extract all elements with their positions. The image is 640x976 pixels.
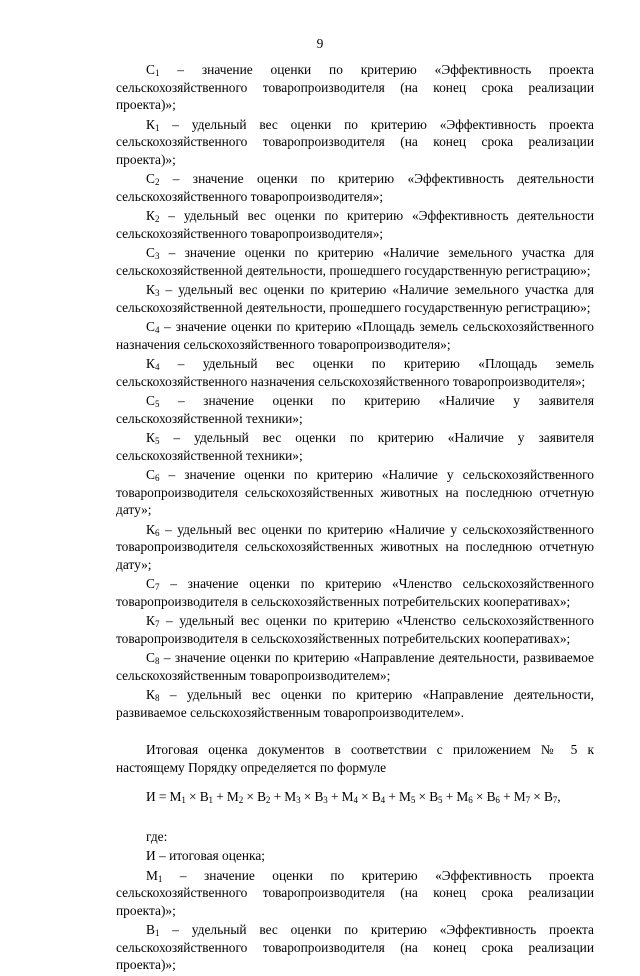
criterion-symbol: С — [146, 319, 155, 335]
formula-weight-index: 7 — [552, 795, 558, 806]
definition-symbol: И — [146, 848, 156, 864]
criterion-text: – удельный вес оценки по критерию «Членство сельскохозяйственного товаропроизводителя в сельскохозяйственных потребительских кооперативах»; — [116, 613, 594, 646]
definition-text: – значение оценки по критерию «Эффективность проекта сельскохозяйственного товаропроизводителя (на конец срока реализации проекта)»; — [116, 867, 594, 918]
criterion-index: 5 — [154, 399, 160, 410]
criterion-symbol: С — [146, 245, 155, 261]
criterion-symbol: С — [146, 62, 155, 77]
criterion-item — [116, 686, 594, 721]
formula-weight-index: 5 — [438, 795, 443, 806]
formula-score-symbol: М — [399, 789, 411, 805]
formula-score-symbol: М — [341, 789, 354, 805]
criterion-index: 4 — [154, 325, 160, 336]
criterion-text: – удельный вес оценки по критерию «Эффективность деятельности сельскохозяйственного товаропроизводителя»; — [116, 208, 594, 241]
formula-score-symbol: М — [456, 789, 469, 805]
formula-score-index: 5 — [410, 795, 416, 806]
criterion-item — [116, 244, 594, 279]
criterion-item — [116, 281, 594, 316]
formula-weight-symbol: В — [199, 789, 209, 805]
definition-item — [116, 867, 594, 920]
criterion-item — [116, 429, 594, 464]
definition-item — [116, 847, 594, 865]
criterion-item — [116, 318, 594, 353]
criterion-item — [116, 521, 594, 574]
section-gap — [116, 723, 594, 741]
formula-weight-index: 6 — [495, 795, 500, 806]
criterion-index: 1 — [154, 122, 160, 133]
where-label: где: — [146, 828, 168, 844]
criterion-symbol: К — [146, 521, 155, 537]
criterion-index: 2 — [154, 177, 160, 188]
criterion-symbol: К — [146, 613, 155, 629]
criterion-index: 7 — [154, 582, 160, 593]
criterion-item — [116, 207, 594, 242]
criterion-text: – значение оценки по критерию «Наличие у сельскохозяйственного товаропроизводителя сельскохозяйственных животных на последнюю отчетную дату»; — [116, 467, 594, 518]
formula-plus: + — [327, 789, 342, 805]
formula-score-index: 4 — [353, 795, 358, 806]
formula-score-symbol: М — [284, 789, 297, 805]
criterion-symbol: С — [146, 467, 155, 483]
formula-score-index: 3 — [296, 795, 301, 806]
criterion-text: – значение оценки по критерию «Эффективность деятельности сельскохозяйственного товаропроизводителя»; — [116, 171, 594, 204]
criterion-text: – удельный вес оценки по критерию «Наличие у сельскохозяйственного товаропроизводителя сельскохозяйственных животных на последнюю отчетную дату»; — [116, 521, 594, 572]
formula-score-index: 6 — [468, 795, 473, 806]
criterion-item — [116, 649, 594, 684]
formula-weight-index: 2 — [265, 795, 271, 806]
definition-text: – удельный вес оценки по критерию «Эффективность проекта сельскохозяйственного товаропроизводителя (на конец срока реализации проекта)»; — [116, 922, 594, 973]
criterion-item — [116, 61, 594, 114]
formula-score-symbol: М — [226, 789, 239, 805]
formula-times: × — [472, 789, 487, 805]
criterion-text: – значение оценки по критерию «Эффективность проекта сельскохозяйственного товаропроизводителя (на конец срока реализации проекта)»; — [116, 62, 594, 113]
formula-score-symbol: М — [169, 789, 182, 805]
formula-times: × — [357, 789, 372, 805]
formula-weight-symbol: В — [429, 789, 439, 805]
formula-weight-index: 1 — [208, 795, 213, 806]
formula-score-index: 7 — [525, 795, 530, 806]
criteria-list — [116, 61, 594, 721]
criterion-text: – удельный вес оценки по критерию «Наличие у заявителя сельскохозяйственной техники»; — [116, 430, 594, 463]
criterion-item — [116, 612, 594, 647]
formula-result-symbol: И — [146, 789, 156, 805]
formula-times: × — [185, 789, 200, 805]
formula-weight-symbol: В — [371, 789, 381, 805]
criterion-item — [116, 170, 594, 205]
formula-equals: = — [155, 789, 170, 805]
criterion-text: – значение оценки по критерию «Членство сельскохозяйственного товаропроизводителя в сельскохозяйственных потребительских кооперативах»; — [116, 576, 594, 609]
criterion-item — [116, 355, 594, 390]
criterion-item — [116, 392, 594, 427]
criterion-symbol: К — [146, 116, 155, 132]
criterion-index: 8 — [154, 656, 160, 667]
criterion-symbol: К — [146, 430, 155, 446]
criterion-index: 8 — [154, 693, 160, 704]
definition-symbol: М — [146, 867, 158, 883]
formula-weight-index: 4 — [380, 795, 386, 806]
page-number: 9 — [316, 36, 324, 51]
total-score-formula — [116, 788, 594, 806]
formula-plus: + — [385, 789, 400, 805]
criterion-index: 3 — [154, 288, 160, 299]
formula-weight-symbol: В — [486, 789, 496, 805]
formula-weight-index: 3 — [323, 795, 328, 806]
criterion-text: – удельный вес оценки по критерию «Площадь земель сельскохозяйственного назначения сельскохозяйственного товаропроизводителя»; — [116, 356, 594, 389]
criterion-text: – значение оценки по критерию «Наличие земельного участка для сельскохозяйственной деятельности, прошедшего государственную регистрацию»; — [116, 245, 594, 278]
criterion-text: – удельный вес оценки по критерию «Направление деятельности, развиваемое сельскохозяйственным товаропроизводителем». — [116, 687, 594, 720]
criterion-index: 6 — [154, 473, 160, 484]
formula-score-index: 2 — [238, 795, 244, 806]
definition-index: 1 — [157, 873, 163, 884]
definition-text: – итоговая оценка; — [155, 848, 265, 864]
formula-score-index: 1 — [181, 795, 186, 806]
criterion-symbol: К — [146, 687, 155, 703]
criterion-symbol: С — [146, 393, 155, 409]
criterion-index: 7 — [154, 619, 160, 630]
criterion-symbol: К — [146, 208, 155, 224]
criterion-text: – значение оценки по критерию «Площадь земель сельскохозяйственного назначения сельскохозяйственного товаропроизводителя»; — [116, 319, 594, 352]
definitions-list — [116, 847, 594, 974]
formula-times: × — [530, 789, 544, 805]
criterion-text: – удельный вес оценки по критерию «Наличие земельного участка для сельскохозяйственной деятельности, прошедшего государственную регистрацию»; — [116, 282, 594, 315]
criterion-item — [116, 466, 594, 519]
criterion-index: 1 — [154, 68, 160, 78]
criterion-text: – удельный вес оценки по критерию «Эффективность проекта сельскохозяйственного товаропроизводителя (на конец срока реализации проекта)»; — [116, 116, 594, 167]
definition-item — [116, 921, 594, 974]
formula-plus: + — [499, 789, 514, 805]
document-body — [116, 61, 594, 976]
formula-score-symbol: М — [513, 789, 526, 805]
formula-plus: + — [212, 789, 227, 805]
criterion-text: – значение оценки по критерию «Наличие у заявителя сельскохозяйственной техники»; — [116, 393, 594, 426]
formula-weight-symbol: В — [314, 789, 324, 805]
criterion-symbol: С — [146, 576, 155, 592]
criterion-symbol: К — [146, 356, 155, 372]
criterion-item — [116, 575, 594, 610]
definition-index: 1 — [154, 928, 160, 939]
criterion-index: 6 — [154, 527, 160, 538]
criterion-item — [116, 116, 594, 169]
criterion-index: 2 — [154, 214, 160, 225]
criterion-symbol: С — [146, 650, 155, 666]
formula-plus: + — [442, 789, 457, 805]
criterion-symbol: К — [146, 282, 155, 298]
criterion-index: 5 — [154, 436, 160, 447]
formula-weight-symbol: В — [543, 789, 553, 805]
criterion-index: 4 — [154, 362, 160, 373]
formula-times: × — [300, 789, 315, 805]
definition-symbol: В — [146, 922, 155, 938]
criterion-text: – значение оценки по критерию «Направление деятельности, развиваемое сельскохозяйственным товаропроизводителем»; — [116, 650, 594, 683]
formula-weight-symbol: В — [257, 789, 266, 805]
criterion-symbol: С — [146, 171, 155, 187]
formula-end: , — [557, 789, 561, 805]
formula-times: × — [243, 789, 258, 805]
formula-plus: + — [270, 789, 285, 805]
criterion-index: 3 — [154, 251, 160, 262]
formula-intro-paragraph: Итоговая оценка документов в соответствии с приложением № 5 к настоящему Порядку определяется по формуле — [116, 742, 594, 775]
formula-times: × — [415, 789, 430, 805]
